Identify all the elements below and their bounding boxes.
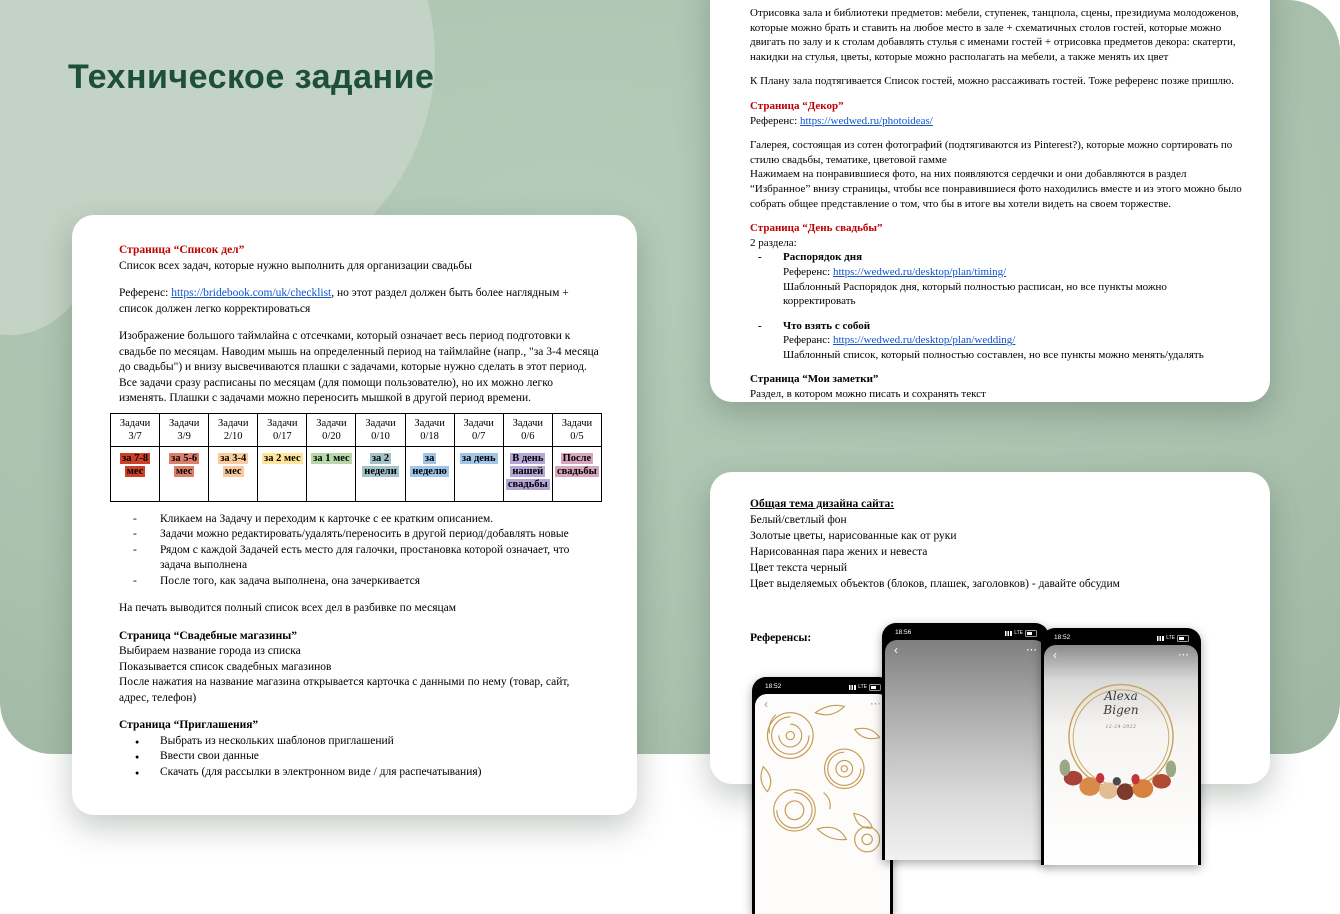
timeline-period-row [111,446,602,501]
wedding-day-item-desc: Шаблонный список, который полностью составлен, но все пункты можно менять/удалять [783,348,1204,361]
bridebook-checklist-link[interactable]: https://bridebook.com/uk/checklist [171,287,332,299]
timeline-period-cell[interactable]: за 2 мес [258,446,307,501]
wedding-day-reference [750,333,1242,348]
timeline-period-cell[interactable]: за 7-8 мес [111,446,160,501]
shops-line: Выбираем название города из списка [119,645,301,657]
checklist-bullet: - Кликаем на Задачу и переходим к карточке с ее кратким описанием. [119,512,602,528]
reference-tail: , но этот раздел должен быть более наглядным + список должен легко корректироваться [119,287,569,315]
hall-guests-note: К Плану зала подтягивается Список гостей, можно рассаживать гостей. Тоже референс позже пришлю. [750,75,1234,88]
reference-label: Референс: [119,287,172,299]
checklist-bullet: - Рядом с каждой Задачей есть место для галочки, простановка которой означает, что задача выполнена [119,543,602,574]
checklist-reference [119,286,602,317]
design-line: Нарисованная пара жених и невеста [750,546,928,558]
shops-line: После нажатия на название магазина открывается карточка с данными по нему (товар, сайт, адрес, телефон) [119,676,570,704]
invitations-bullet: ● Скачать (для рассылки в электронном виде / для распечатывания) [119,765,602,781]
invitation-name-2: Bigen [1103,703,1139,717]
status-time: 18:56 [895,629,912,636]
heading-references: Референсы: [750,632,812,644]
wedwed-timing-link[interactable]: https://wedwed.ru/desktop/plan/timing/ [832,265,1007,278]
battery-icon [1025,630,1037,637]
timeline-period-cell[interactable]: за 1 мес [307,446,356,501]
heading-design-theme: Общая тема дизайна сайта: [750,498,895,510]
phone-mockup-flowers [752,677,893,914]
lte-label: LTE [1014,630,1023,636]
wedwed-wedding-link[interactable]: https://wedwed.ru/desktop/plan/wedding/ [832,334,1016,347]
timeline-header-cell: Задачи 0/7 [454,413,503,446]
doc-card-checklist [72,215,637,815]
hall-paragraph: Отрисовка зала и библиотеки предметов: мебели, ступенек, танцпола, сцены, президиума молодоженов, которые можно брать и ставить на любое место в зале + схематичных столов гостей, которые можно двигать по залу и к столам добавлять стулья с именами гостей + отрисовка предметов декора: скатерти, накидки на стулья, цветы, которые можно располагать на мебели, а также менять их цвет [750,7,1239,63]
lte-label: LTE [1166,635,1175,641]
wedding-day-item-title: - Что взять с собой [750,319,1242,334]
timeline-header-cell: Задачи 0/17 [258,413,307,446]
timeline-header-cell: Задачи 0/18 [405,413,454,446]
back-icon: ‹ [1053,648,1057,662]
timeline-header-cell: Задачи 0/10 [356,413,405,446]
phone-screen-invitation [1044,645,1198,865]
phone-screen-flowers [755,694,890,914]
wedding-day-item-title: - Распорядок дня [750,250,1242,265]
wedding-day-reference [750,265,1242,280]
lte-label: LTE [858,684,867,690]
gold-flowers-art [755,694,890,902]
timeline-period-cell[interactable]: за 5-6 мес [160,446,209,501]
timeline-period-cell[interactable]: В день нашей свадьбы [503,446,552,501]
timeline-period-cell[interactable]: После свадьбы [552,446,601,501]
decor-paragraph: Галерея, состоящая из сотен фотографий (подтягиваются из Pinterest?), которые можно сортировать по стилю свадьбы, тематике, цветовой гамме [750,139,1233,166]
timeline-period-cell[interactable]: за день [454,446,503,501]
phone-mockup-blank [882,623,1049,860]
notes-line: Раздел, в котором можно писать и сохранять текст [750,388,986,401]
doc-card-hall-decor [710,0,1270,402]
signal-icon [849,685,856,690]
timeline-header-cell: Задачи 2/10 [209,413,258,446]
phone-status-bar [1044,631,1198,645]
battery-icon [869,684,881,691]
timeline-period-cell[interactable]: за 2 недели [356,446,405,501]
decor-reference [750,114,1242,129]
phone-status-bar [885,626,1046,640]
phone-screen-blank [885,640,1046,860]
timeline-header-cell: Задачи 3/7 [111,413,160,446]
timeline-header-cell: Задачи 0/5 [552,413,601,446]
design-line: Белый/светлый фон [750,514,847,526]
heading-decor: Страница “Декор” [750,99,844,112]
doc-card-design [710,472,1270,784]
menu-dots-icon: ⋯ [1026,644,1037,656]
print-note: На печать выводится полный список всех дел в разбивке по месяцам [119,602,457,614]
battery-icon [1177,635,1189,642]
design-line: Цвет выделяемых объектов (блоков, плашек, заголовков) - давайте обсудим [750,578,1120,590]
page-title: Техническое задание [68,58,435,96]
phone-mockup-invitation [1041,628,1201,865]
heading-notes: Страница “Мои заметки” [750,373,879,386]
checklist-bullet: - После того, как задача выполнена, она зачеркивается [119,574,602,590]
timeline-period-cell[interactable]: за 3-4 мес [209,446,258,501]
heading-checklist: Страница “Список дел” [119,244,245,256]
timeline-header-cell: Задачи 3/9 [160,413,209,446]
menu-dots-icon: ⋯ [870,698,881,710]
wedding-day-item-desc: Шаблонный Распорядок дня, который полностью расписан, но все пункты можно корректировать [783,280,1167,308]
invitations-bullet: ● Ввести свои данные [119,749,602,765]
status-time: 18:52 [1054,634,1071,641]
back-icon: ‹ [894,643,898,657]
timeline-header-row [111,413,602,446]
menu-dots-icon: ⋯ [1178,649,1189,661]
design-line: Цвет текста черный [750,562,848,574]
checklist-bullet: - Задачи можно редактировать/удалять/переносить в другой период/добавлять новые [119,527,602,543]
heading-shops: Страница “Свадебные магазины” [119,629,297,642]
invitation-wreath-art [1044,645,1198,874]
timeline-description: Изображение большого таймлайна с отсечками, который означает весь период подготовки к свадьбе по месяцам. Наводим мышь на определенный период на таймлайне (напр., "за 3-4 месяца до свадьбы") и внизу высвечиваются плашки с задачами, которые нужно сделать в этот период. Все задачи сразу расписаны по месяцам (для помощи пользователю), но их можно легко изменять. Плашки с задачами можно переносить мышкой в другой период времени. [119,330,599,404]
signal-icon [1005,631,1012,636]
design-line: Золотые цветы, нарисованные как от руки [750,530,957,542]
invitation-date: 12-24-2022 [1105,725,1137,730]
reference-label: Референс: [783,265,833,278]
back-icon: ‹ [764,697,768,711]
phone-status-bar [755,680,890,694]
timeline-table [110,413,602,502]
reference-label: Реферанс: [783,334,833,347]
status-time: 18:52 [765,683,782,690]
signal-icon [1157,636,1164,641]
wedwed-photoideas-link[interactable]: https://wedwed.ru/photoideas/ [799,114,933,127]
checklist-intro: Список всех задач, которые нужно выполнить для организации свадьбы [119,259,472,272]
invitation-text [1044,689,1198,736]
timeline-period-cell[interactable]: за неделю [405,446,454,501]
wedding-day-subtitle: 2 раздела: [750,236,797,249]
invitation-name-1: Alexa [1104,689,1138,703]
timeline-header-cell: Задачи 0/20 [307,413,356,446]
shops-line: Показывается список свадебных магазинов [119,660,332,673]
invitations-bullet: ● Выбрать из нескольких шаблонов приглашений [119,734,602,750]
decor-paragraph: Нажимаем на понравившиеся фото, на них появляются сердечки и они добавляются в раздел “Избранное” внизу страницы, чтобы все понравившиеся фото находились вместе и из этого можно было собрать общее представление о том, что бы в итоге вы хотели видеть на своем торжестве. [750,168,1242,210]
heading-wedding-day: Страница “День свадьбы” [750,222,883,235]
timeline-header-cell: Задачи 0/6 [503,413,552,446]
heading-invitations: Страница “Приглашения” [119,719,259,731]
reference-label: Референс: [750,114,800,127]
